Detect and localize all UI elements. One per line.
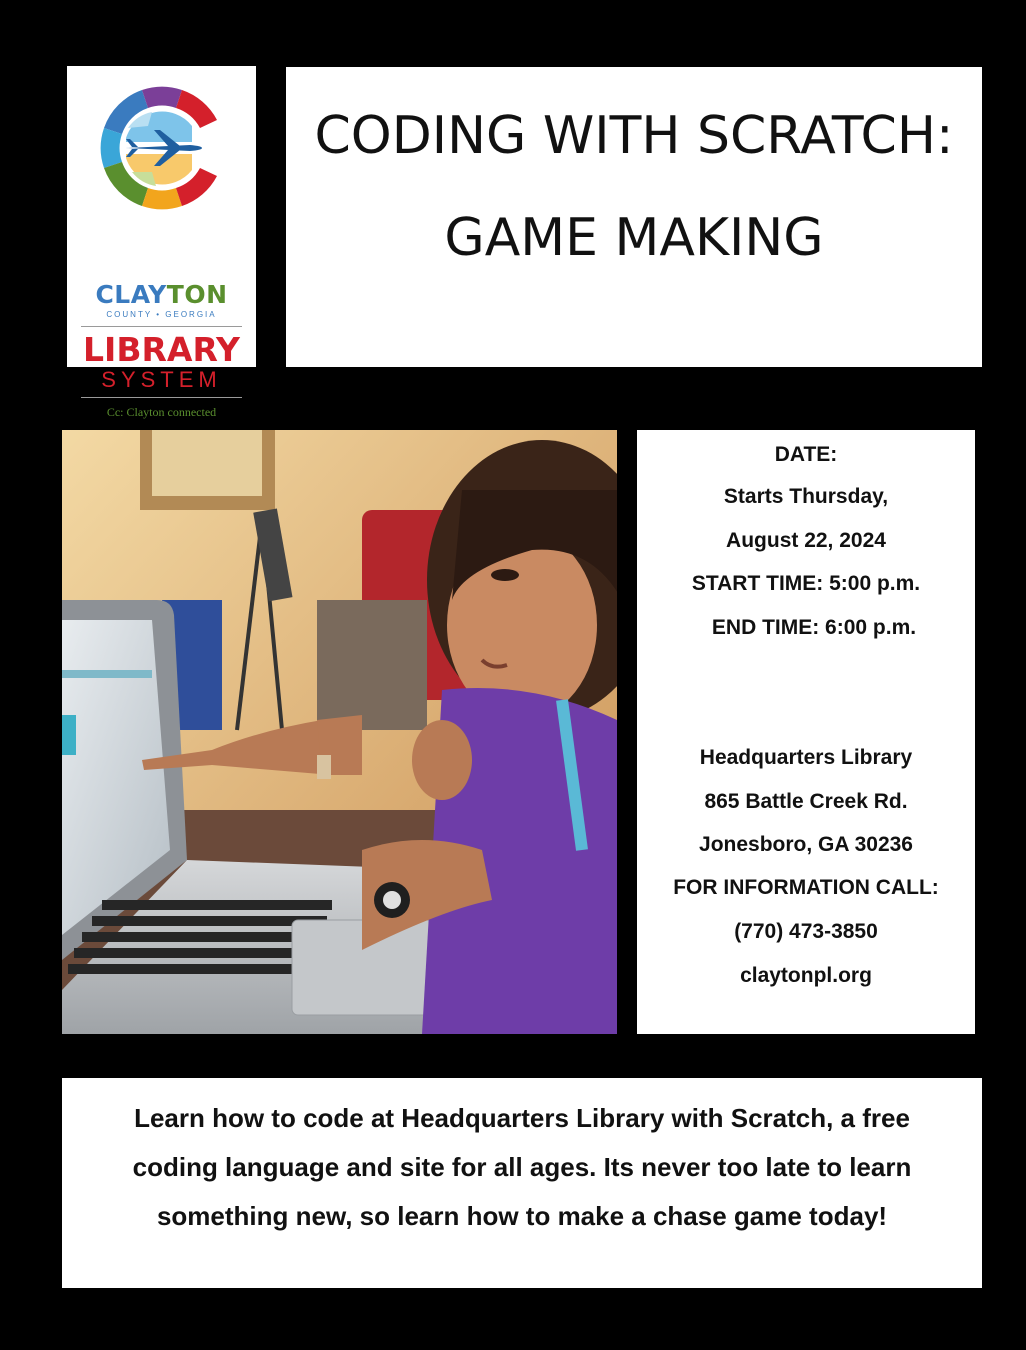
- start-time: START TIME: 5:00 p.m.: [691, 572, 921, 595]
- title-line-1: CODING WITH SCRATCH:: [314, 106, 954, 166]
- title-panel: [286, 67, 982, 367]
- logo-tagline: Cc: Clayton connected: [106, 405, 217, 419]
- logo-library-text: LIBRARY: [83, 330, 240, 369]
- library-logo: [67, 66, 256, 419]
- title-line-2: GAME MAKING: [444, 208, 824, 268]
- photo-illustration: [62, 430, 617, 1034]
- logo-clayton-wordmark: [67, 280, 256, 310]
- event-description: [62, 1094, 982, 1241]
- website-link: claytonpl.org: [740, 964, 872, 987]
- logo-divider: [81, 397, 242, 398]
- description-line-2: coding language and site for all ages. Its never too late to learn: [132, 1152, 912, 1182]
- description-panel: [62, 1078, 982, 1288]
- street-address: 865 Battle Creek Rd.: [704, 790, 908, 813]
- globe-c-logo-icon: [67, 66, 256, 276]
- event-details-panel: [637, 430, 975, 1034]
- date-line-2: August 22, 2024: [726, 529, 886, 552]
- date-line-1: Starts Thursday,: [723, 485, 889, 508]
- location-name: Headquarters Library: [699, 746, 913, 769]
- description-line-1: Learn how to code at Headquarters Library with Scratch, a free: [134, 1103, 910, 1133]
- date-label: DATE:: [774, 443, 838, 466]
- logo-ton-text: TON: [166, 280, 228, 309]
- city-address: Jonesboro, GA 30236: [699, 833, 913, 856]
- description-line-3: something new, so learn how to make a chase game today!: [156, 1201, 888, 1231]
- end-time: END TIME: 6:00 p.m.: [711, 616, 917, 639]
- info-call-label: FOR INFORMATION CALL:: [673, 876, 939, 899]
- logo-system-text: SYSTEM: [101, 367, 222, 392]
- logo-clay-text: CLAY: [95, 280, 167, 309]
- child-coding-photo: [62, 430, 617, 1034]
- logo-divider: [81, 326, 242, 327]
- phone-number: (770) 473-3850: [734, 920, 878, 943]
- page-title: [286, 85, 982, 289]
- logo-county-text: COUNTY • GEORGIA: [106, 310, 217, 319]
